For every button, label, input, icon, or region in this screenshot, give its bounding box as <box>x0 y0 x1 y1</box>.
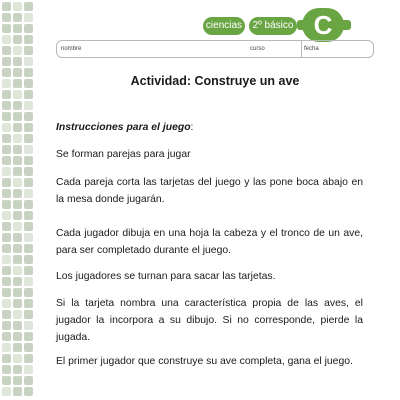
strip-square <box>13 79 22 88</box>
grade-label: 2º básico <box>252 20 294 31</box>
badge-tab-right <box>343 20 351 30</box>
strip-square <box>13 244 22 253</box>
strip-square <box>2 376 11 385</box>
strip-square <box>24 387 33 396</box>
strip-square <box>13 222 22 231</box>
strip-square <box>13 376 22 385</box>
strip-square <box>24 354 33 363</box>
strip-square <box>2 266 11 275</box>
strip-square <box>2 178 11 187</box>
strip-square <box>24 13 33 22</box>
strip-square <box>13 35 22 44</box>
strip-square <box>13 68 22 77</box>
strip-square <box>2 123 11 132</box>
field-divider <box>301 41 302 57</box>
strip-square <box>24 90 33 99</box>
paragraph: El primer jugador que construye su ave completa, gana el juego. <box>56 356 353 367</box>
strip-square <box>2 222 11 231</box>
date-field-label: fecha <box>304 46 319 52</box>
paragraph: Cada pareja corta las tarjetas del juego y las pone boca abajo en la mesa donde jugarán. <box>56 177 363 205</box>
strip-square <box>2 90 11 99</box>
strip-square <box>24 255 33 264</box>
strip-square <box>2 343 11 352</box>
strip-square <box>2 79 11 88</box>
strip-square <box>24 24 33 33</box>
strip-square <box>13 354 22 363</box>
strip-square <box>13 310 22 319</box>
strip-square <box>13 167 22 176</box>
strip-square <box>24 79 33 88</box>
strip-square <box>2 24 11 33</box>
strip-square <box>13 387 22 396</box>
strip-square <box>2 101 11 110</box>
strip-square <box>2 365 11 374</box>
course-field-label: curso <box>250 46 265 52</box>
strip-square <box>2 354 11 363</box>
strip-square <box>2 332 11 341</box>
decorative-side-strip <box>0 0 34 400</box>
strip-square <box>2 321 11 330</box>
strip-square <box>24 376 33 385</box>
strip-square <box>13 189 22 198</box>
strip-square <box>24 365 33 374</box>
strip-square <box>24 310 33 319</box>
strip-square <box>24 156 33 165</box>
strip-square <box>24 57 33 66</box>
strip-square <box>13 123 22 132</box>
strip-square <box>2 35 11 44</box>
strip-square <box>13 178 22 187</box>
name-field-label: nombre <box>61 46 82 52</box>
strip-square <box>24 299 33 308</box>
strip-square <box>2 145 11 154</box>
strip-square <box>24 35 33 44</box>
strip-square <box>13 57 22 66</box>
strip-square <box>24 178 33 187</box>
strip-square <box>2 200 11 209</box>
strip-square <box>24 277 33 286</box>
strip-square <box>13 101 22 110</box>
strip-square <box>2 134 11 143</box>
strip-square <box>2 255 11 264</box>
strip-square <box>13 321 22 330</box>
strip-square <box>13 134 22 143</box>
strip-square <box>2 299 11 308</box>
strip-square <box>24 123 33 132</box>
strip-square <box>24 244 33 253</box>
strip-square <box>24 211 33 220</box>
strip-square <box>13 2 22 11</box>
strip-square <box>13 343 22 352</box>
strip-square <box>13 266 22 275</box>
strip-square <box>13 13 22 22</box>
strip-square <box>2 167 11 176</box>
strip-square <box>13 255 22 264</box>
strip-square <box>13 299 22 308</box>
strip-square <box>24 321 33 330</box>
strip-square <box>24 233 33 242</box>
strip-square <box>13 90 22 99</box>
subject-tag <box>203 17 245 35</box>
paragraph: Si la tarjeta nombra una característica propia de las aves, el jugador la incorpora a su dibujo. Si no corresponde, pierde la jugada. <box>56 298 363 343</box>
strip-square <box>24 2 33 11</box>
strip-square <box>24 200 33 209</box>
instructions-heading: Instrucciones para el juego <box>56 122 191 133</box>
strip-square <box>24 145 33 154</box>
subject-label: ciencias <box>205 20 243 31</box>
strip-square <box>24 101 33 110</box>
strip-square <box>13 288 22 297</box>
strip-square <box>24 46 33 55</box>
strip-square <box>13 24 22 33</box>
student-info-box <box>56 40 374 58</box>
page-title: Actividad: Construye un ave <box>130 74 300 88</box>
strip-square <box>2 13 11 22</box>
strip-square <box>13 145 22 154</box>
strip-square <box>24 167 33 176</box>
grade-tag <box>249 17 297 35</box>
paragraph: Los jugadores se turnan para sacar las tarjetas. <box>56 271 276 282</box>
instructions-heading-suffix: : <box>190 122 194 133</box>
strip-square <box>2 277 11 286</box>
strip-square <box>24 222 33 231</box>
paragraph: Cada jugador dibuja en una hoja la cabeza y el tronco de un ave, para ser completado durante el juego. <box>56 228 363 256</box>
strip-square <box>2 288 11 297</box>
strip-square <box>2 244 11 253</box>
strip-square <box>24 189 33 198</box>
strip-square <box>2 156 11 165</box>
strip-square <box>24 288 33 297</box>
strip-square <box>13 233 22 242</box>
strip-square <box>2 387 11 396</box>
strip-square <box>13 332 22 341</box>
strip-square <box>13 211 22 220</box>
strip-square <box>24 68 33 77</box>
strip-square <box>2 233 11 242</box>
strip-square <box>13 277 22 286</box>
strip-square <box>24 266 33 275</box>
strip-square <box>24 112 33 121</box>
strip-square <box>13 46 22 55</box>
strip-square <box>13 156 22 165</box>
strip-square <box>2 112 11 121</box>
strip-square <box>13 365 22 374</box>
strip-square <box>24 343 33 352</box>
strip-square <box>24 332 33 341</box>
strip-square <box>13 200 22 209</box>
strip-square <box>2 189 11 198</box>
paragraph: Se forman parejas para jugar <box>56 149 191 160</box>
strip-square <box>2 46 11 55</box>
strip-square <box>2 211 11 220</box>
strip-square <box>13 112 22 121</box>
strip-square <box>2 2 11 11</box>
instructions-heading-line <box>56 119 363 136</box>
strip-square <box>2 310 11 319</box>
strip-square <box>2 68 11 77</box>
strip-square <box>24 134 33 143</box>
level-badge: C <box>302 8 344 42</box>
strip-square <box>2 57 11 66</box>
